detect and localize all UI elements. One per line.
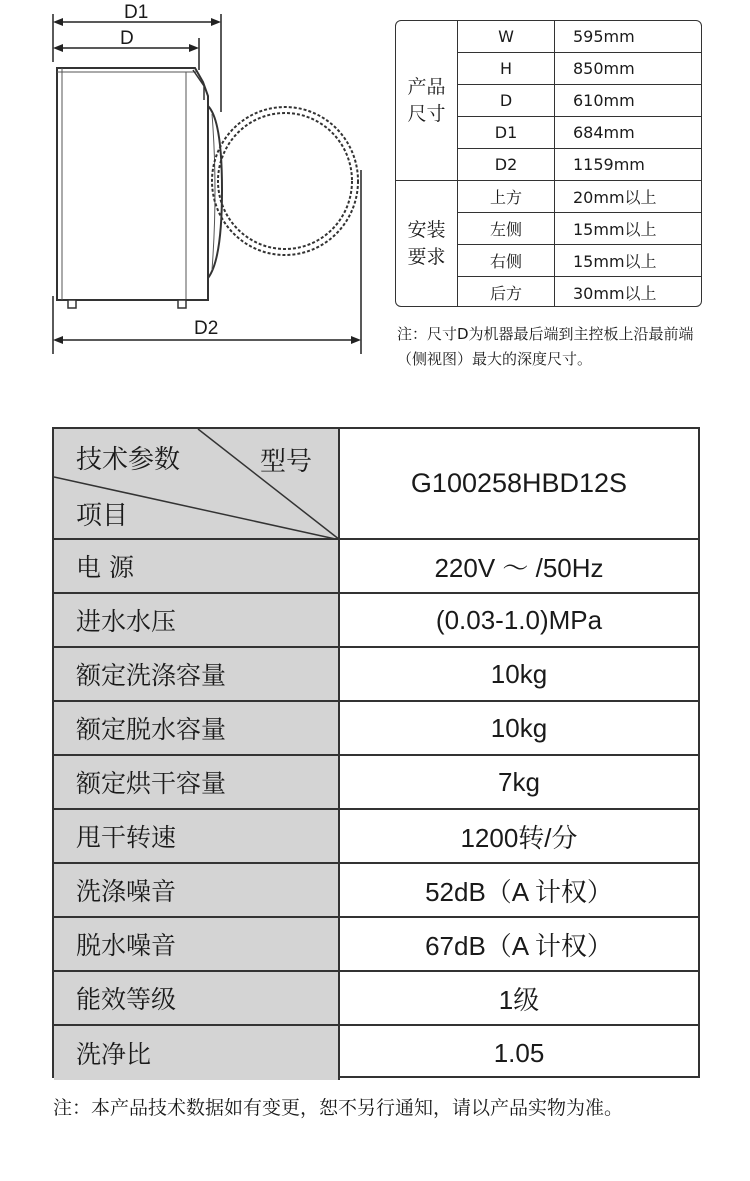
spec-rows — [54, 540, 698, 1080]
spec-value: 1级 — [498, 984, 540, 1015]
group-product-size-label: 产品尺寸 — [407, 75, 446, 125]
dim-value: 1159mm — [573, 155, 645, 174]
spec-value: 220V ～ /50Hz — [434, 552, 604, 583]
dim-row-d2 — [458, 149, 701, 180]
dim-row-h — [458, 53, 701, 85]
dimension-table — [395, 20, 702, 307]
dim-row-d — [458, 85, 701, 117]
label-d: D — [120, 28, 134, 49]
spec-row — [54, 648, 698, 702]
spec-table — [52, 427, 700, 1078]
dim-value: 595mm — [573, 27, 635, 46]
spec-table-header — [54, 429, 698, 540]
dim-row-w — [458, 21, 701, 53]
spec-label: 能效等级 — [54, 972, 340, 1024]
dim-value: 610mm — [573, 91, 635, 110]
install-value: 15mm以上 — [573, 220, 657, 239]
spec-label: 脱水噪音 — [54, 918, 340, 970]
spec-value: 10kg — [490, 658, 548, 689]
install-value: 20mm以上 — [573, 188, 657, 207]
header-item-label: 项目 — [76, 501, 129, 531]
spec-value: 7kg — [498, 766, 540, 797]
install-key: 右侧 — [458, 245, 555, 276]
spec-row — [54, 702, 698, 756]
spec-row — [54, 918, 698, 972]
group-product-size — [396, 21, 458, 180]
spec-row — [54, 972, 698, 1026]
install-key: 上方 — [458, 181, 555, 212]
washer-side-view-diagram — [0, 0, 380, 380]
spec-label: 进水水压 — [54, 594, 340, 646]
install-row-left — [458, 213, 701, 245]
group-install-requirements — [396, 180, 458, 307]
spec-label: 洗涤噪音 — [54, 864, 340, 916]
spec-row — [54, 756, 698, 810]
spec-row — [54, 594, 698, 648]
dim-key: W — [458, 21, 555, 52]
install-key: 后方 — [458, 277, 555, 307]
header-diagonal-cell — [54, 429, 340, 538]
label-d1: D1 — [124, 2, 149, 23]
spec-value: 1200转/分 — [460, 822, 578, 853]
install-row-right — [458, 245, 701, 277]
spec-label: 电 源 — [54, 540, 340, 592]
header-model-label: 型号 — [260, 447, 313, 477]
dim-value: 850mm — [573, 59, 635, 78]
dim-key: D2 — [458, 149, 555, 180]
spec-label: 洗净比 — [54, 1026, 340, 1080]
label-d2: D2 — [194, 318, 219, 339]
spec-row — [54, 1026, 698, 1080]
install-value: 30mm以上 — [573, 284, 657, 303]
spec-label: 额定洗涤容量 — [54, 648, 340, 700]
dim-key: D1 — [458, 117, 555, 148]
install-row-top — [458, 181, 701, 213]
spec-value: 10kg — [490, 712, 548, 743]
spec-value: 67dB（A 计权） — [425, 930, 613, 961]
spec-value: 1.05 — [493, 1037, 545, 1068]
dim-key: D — [458, 85, 555, 116]
spec-label: 甩干转速 — [54, 810, 340, 862]
spec-row — [54, 540, 698, 594]
install-value: 15mm以上 — [573, 252, 657, 271]
dimension-note: 注：尺寸D为机器最后端到主控板上沿最前端（侧视图）最大的深度尺寸。 — [397, 325, 694, 368]
group-install-label: 安装要求 — [407, 219, 446, 268]
spec-value: 52dB（A 计权） — [425, 876, 613, 907]
dim-key: H — [458, 53, 555, 84]
spec-label: 额定脱水容量 — [54, 702, 340, 754]
spec-label: 额定烘干容量 — [54, 756, 340, 808]
install-row-back — [458, 277, 701, 307]
spec-row — [54, 864, 698, 918]
dim-row-d1 — [458, 117, 701, 149]
install-key: 左侧 — [458, 213, 555, 244]
dim-value: 684mm — [573, 123, 635, 142]
model-number: G100258HBD12S — [410, 468, 628, 498]
footer-note: 注：本产品技术数据如有变更，恕不另行通知，请以产品实物为准。 — [53, 1097, 624, 1119]
header-param-label: 技术参数 — [76, 445, 181, 475]
spec-row — [54, 810, 698, 864]
spec-value: (0.03-1.0)MPa — [435, 604, 603, 635]
